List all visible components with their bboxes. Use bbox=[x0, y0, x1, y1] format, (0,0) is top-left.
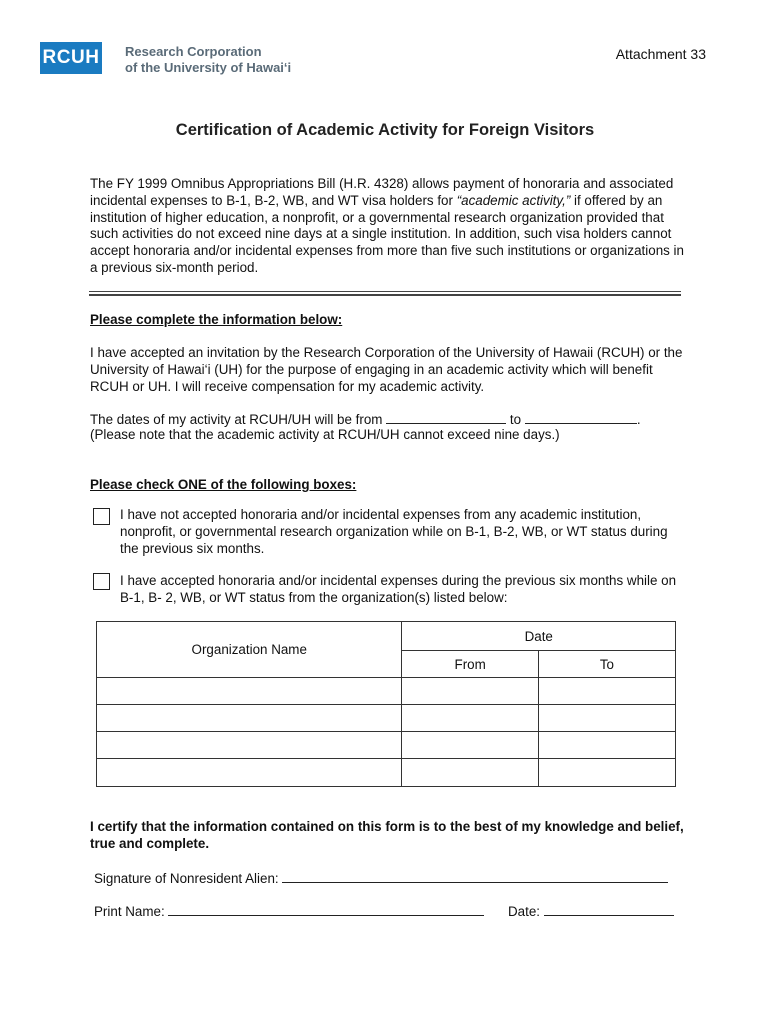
from-cell[interactable] bbox=[402, 759, 538, 787]
table-row bbox=[97, 678, 676, 705]
divider-top bbox=[89, 291, 681, 292]
to-cell[interactable] bbox=[538, 705, 675, 732]
to-cell[interactable] bbox=[538, 732, 675, 759]
certification-statement: I certify that the information contained on this form is to the best of my knowledge and belief, true and complete. bbox=[90, 819, 684, 851]
section2-heading: Please check ONE of the following boxes: bbox=[90, 477, 357, 492]
page-title: Certification of Academic Activity for Foreign Visitors bbox=[175, 121, 595, 139]
date-row bbox=[508, 901, 674, 919]
to-cell[interactable] bbox=[538, 678, 675, 705]
dates-note: (Please note that the academic activity at RCUH/UH cannot exceed nine days.) bbox=[90, 427, 560, 442]
header-from: From bbox=[402, 651, 538, 678]
divider-bottom bbox=[89, 294, 681, 296]
attachment-label: Attachment 33 bbox=[615, 46, 706, 62]
date-from-field[interactable] bbox=[386, 410, 506, 424]
header-organization-name: Organization Name bbox=[97, 622, 402, 678]
intro-text-after: if offered by an institution of higher education, a nonprofit, or a governmental research organization provided that such activities do not exceed nine days at a single institution. In addition, such visa holders cannot accept honoraria and/or incidental expenses from more than five such institutions or organizations in a previous six-month period. bbox=[90, 192, 684, 275]
checkbox-accepted[interactable] bbox=[93, 573, 110, 590]
dates-to-label: to bbox=[509, 412, 522, 427]
logo-line-1: Research Corporation bbox=[125, 44, 262, 59]
rcuh-logo: RCUH bbox=[40, 42, 102, 74]
logo-line-2: of the University of Hawai‘i bbox=[125, 60, 292, 75]
print-name-row bbox=[94, 901, 484, 919]
table-row bbox=[97, 705, 676, 732]
print-name-field[interactable] bbox=[168, 901, 484, 916]
intro-paragraph bbox=[90, 176, 690, 277]
activity-dates bbox=[90, 410, 690, 429]
option-accepted-text: I have accepted honoraria and/or incidental expenses during the previous six months while on B-1, B- 2, WB, or WT status from the organization(s) listed below: bbox=[120, 573, 677, 605]
from-cell[interactable] bbox=[402, 678, 538, 705]
date-to-field[interactable] bbox=[525, 410, 637, 424]
organization-table bbox=[96, 621, 676, 787]
dates-prefix: The dates of my activity at RCUH/UH will be from bbox=[90, 412, 383, 427]
date-field[interactable] bbox=[544, 901, 674, 916]
checkbox-not-accepted[interactable] bbox=[93, 508, 110, 525]
intro-emphasis: “academic activity,” bbox=[456, 192, 571, 208]
option-not-accepted-text: I have not accepted honoraria and/or incidental expenses from any academic institution, nonprofit, or governmental research organization while on B-1, B-2, WB, or WT status during the previous six months. bbox=[120, 507, 668, 556]
header-date: Date bbox=[402, 622, 676, 651]
logo-wordmark bbox=[125, 44, 291, 76]
org-name-cell[interactable] bbox=[97, 678, 402, 705]
intro-text-before: The FY 1999 Omnibus Appropriations Bill (H.R. 4328) allows payment of honoraria and associated incidental expenses to B-1, B-2, WB, and WT visa holders for bbox=[90, 176, 674, 208]
to-cell[interactable] bbox=[538, 759, 675, 787]
signature-label: Signature of Nonresident Alien: bbox=[94, 871, 279, 886]
print-name-label: Print Name: bbox=[94, 904, 165, 919]
section1-heading: Please complete the information below: bbox=[90, 312, 343, 327]
from-cell[interactable] bbox=[402, 705, 538, 732]
header-to: To bbox=[538, 651, 675, 678]
org-name-cell[interactable] bbox=[97, 732, 402, 759]
org-name-cell[interactable] bbox=[97, 705, 402, 732]
from-cell[interactable] bbox=[402, 732, 538, 759]
signature-row bbox=[94, 868, 668, 886]
dates-end: . bbox=[636, 412, 641, 427]
acceptance-statement: I have accepted an invitation by the Research Corporation of the University of Hawaii (RCUH) or the University of Hawai‘i (UH) for the purpose of engaging in an academic activity which will benefit RCUH or UH. I will receive compensation for my academic activity. bbox=[90, 345, 683, 394]
table-row bbox=[97, 759, 676, 787]
org-name-cell[interactable] bbox=[97, 759, 402, 787]
signature-field[interactable] bbox=[282, 868, 668, 883]
date-label: Date: bbox=[508, 904, 541, 919]
table-row bbox=[97, 732, 676, 759]
